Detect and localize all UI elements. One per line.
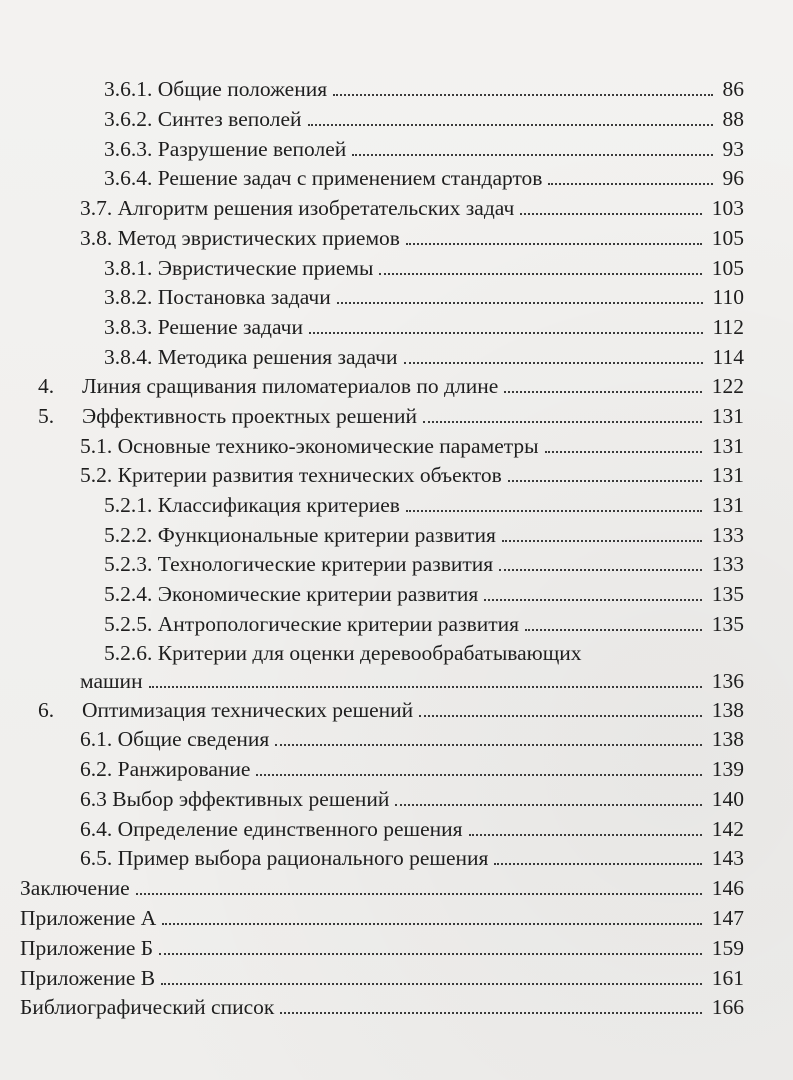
dot-leader	[502, 540, 702, 542]
toc-entry-page: 103	[711, 196, 744, 220]
toc-entry-page: 161	[711, 966, 744, 990]
toc-entry-page: 114	[712, 345, 744, 369]
toc-entry-title-continued: машин	[80, 669, 143, 693]
toc-entry	[80, 221, 744, 251]
dot-leader	[545, 451, 702, 453]
toc-entry	[104, 607, 744, 637]
toc-entry-page: 88	[722, 107, 744, 131]
toc-entry-title: Приложение В	[20, 966, 156, 990]
toc-entry	[38, 399, 744, 429]
dot-leader	[484, 599, 701, 601]
toc-entry	[104, 577, 744, 607]
toc-entry-title: 3.7. Алгоритм решения изобретательских задач	[80, 196, 515, 220]
toc-entry-title: Оптимизация технических решений	[82, 698, 414, 722]
toc-entry-title: Приложение Б	[20, 936, 154, 960]
toc-entry-title: Линия сращивания пиломатериалов по длине	[82, 374, 499, 398]
toc-entry	[20, 961, 744, 991]
toc-entry-title: 3.8. Метод эвристических приемов	[80, 226, 400, 250]
dot-leader	[337, 302, 703, 304]
dot-leader	[404, 362, 703, 364]
toc-entry-title: 6.4. Определение единственного решения	[80, 817, 463, 841]
dot-leader	[423, 421, 702, 423]
toc-entry	[80, 429, 744, 459]
toc-entry	[80, 782, 744, 812]
dot-leader	[469, 834, 702, 836]
dot-leader	[525, 629, 702, 631]
toc-entry	[20, 871, 744, 901]
toc-entry-page: 133	[711, 523, 744, 547]
toc-entry	[38, 693, 744, 723]
toc-entry-continuation	[80, 664, 744, 694]
toc-entry	[104, 636, 744, 666]
dot-leader	[499, 569, 702, 571]
toc-entry-page: 135	[711, 612, 744, 636]
toc-entry	[80, 812, 744, 842]
toc-entry-page: 166	[711, 995, 744, 1019]
toc-entry-title: 3.6.2. Синтез веполей	[104, 107, 302, 131]
toc-entry-page: 138	[711, 698, 744, 722]
toc-entry	[104, 547, 744, 577]
toc-entry-title: 5.2.6. Критерии для оценки деревообрабатывающих	[104, 641, 582, 665]
toc-entry	[104, 280, 744, 310]
toc-entry-title: Приложение А	[20, 906, 157, 930]
dot-leader	[520, 213, 701, 215]
dot-leader	[149, 686, 702, 688]
dot-leader	[352, 154, 712, 156]
toc-entry	[20, 931, 744, 961]
toc-chapter-number: 4.	[38, 374, 55, 398]
dot-leader	[419, 715, 702, 717]
toc-entry-title: 5.2.4. Экономические критерии развития	[104, 582, 479, 606]
toc-entry	[104, 310, 744, 340]
toc-entry-page: 133	[711, 552, 744, 576]
toc-entry-page: 159	[711, 936, 744, 960]
toc-entry-page: 139	[711, 757, 744, 781]
dot-leader	[406, 510, 702, 512]
dot-leader	[161, 983, 702, 985]
toc-entry-page: 131	[711, 404, 744, 428]
toc-entry	[104, 102, 744, 132]
toc-entry-title: 6.2. Ранжирование	[80, 757, 251, 781]
toc-entry-title: 3.8.2. Постановка задачи	[104, 285, 331, 309]
dot-leader	[494, 863, 701, 865]
toc-entry-title: Библиографический список	[20, 995, 275, 1019]
toc-entry-page: 143	[711, 846, 744, 870]
dot-leader	[256, 774, 701, 776]
toc-entry-title: 5.2.2. Функциональные критерии развития	[104, 523, 496, 547]
toc-entry	[20, 901, 744, 931]
toc-entry-page: 147	[711, 906, 744, 930]
dot-leader	[395, 804, 701, 806]
toc-entry-title: 5.2. Критерии развития технических объектов	[80, 463, 502, 487]
toc-entry	[104, 518, 744, 548]
toc-entry-page: 138	[711, 727, 744, 751]
toc-entry	[80, 191, 744, 221]
dot-leader	[162, 923, 701, 925]
toc-entry-title: 3.8.3. Решение задачи	[104, 315, 303, 339]
toc-entry-page: 105	[711, 226, 744, 250]
toc-entry-title: 5.1. Основные технико-экономические параметры	[80, 434, 539, 458]
toc-entry-title: 3.6.3. Разрушение веполей	[104, 137, 347, 161]
toc-entry-page: 112	[712, 315, 744, 339]
dot-leader	[379, 273, 701, 275]
toc-entry-page: 96	[722, 166, 744, 190]
toc-entry-title: Эффективность проектных решений	[82, 404, 417, 428]
toc-entry-page: 140	[711, 787, 744, 811]
dot-leader	[275, 744, 701, 746]
dot-leader	[508, 480, 702, 482]
dot-leader	[333, 94, 712, 96]
toc-entry	[104, 340, 744, 370]
toc-entry-page: 86	[722, 77, 744, 101]
toc-entry	[80, 458, 744, 488]
dot-leader	[308, 124, 713, 126]
toc-entry-title: 6.3 Выбор эффективных решений	[80, 787, 390, 811]
toc-entry-page: 146	[711, 876, 744, 900]
toc-entry-title: 5.2.1. Классификация критериев	[104, 493, 400, 517]
dot-leader	[548, 183, 712, 185]
toc-entry-title: 3.6.4. Решение задач с применением стандартов	[104, 166, 543, 190]
dot-leader	[504, 391, 701, 393]
dot-leader	[280, 1012, 701, 1014]
toc-entry-title: 3.8.4. Методика решения задачи	[104, 345, 398, 369]
toc-entry	[104, 488, 744, 518]
toc-entry-page: 122	[711, 374, 744, 398]
dot-leader	[309, 332, 703, 334]
toc-entry-page: 105	[711, 256, 744, 280]
dot-leader	[406, 243, 702, 245]
dot-leader	[159, 953, 702, 955]
toc-entry-title: 5.2.3. Технологические критерии развития	[104, 552, 494, 576]
dot-leader	[136, 893, 702, 895]
toc-chapter-number: 6.	[38, 698, 55, 722]
toc-entry	[80, 722, 744, 752]
toc-entry-title: 6.1. Общие сведения	[80, 727, 270, 751]
toc-entry-page: 135	[711, 582, 744, 606]
toc-entry-title: 6.5. Пример выбора рационального решения	[80, 846, 489, 870]
toc-entry-title: Заключение	[20, 876, 130, 900]
toc-entry-page: 131	[711, 493, 744, 517]
toc-entry-page: 131	[711, 434, 744, 458]
toc-entry-title: 3.6.1. Общие положения	[104, 77, 328, 101]
toc-entry	[20, 990, 744, 1020]
toc-entry	[104, 251, 744, 281]
toc-chapter-number: 5.	[38, 404, 55, 428]
toc-entry	[80, 752, 744, 782]
toc-entry-title: 5.2.5. Антропологические критерии развития	[104, 612, 520, 636]
toc-entry	[104, 72, 744, 102]
toc-entry-title: 3.8.1. Эвристические приемы	[104, 256, 374, 280]
toc-entry-page: 110	[712, 285, 744, 309]
toc-entry-page: 93	[722, 137, 744, 161]
toc-entry-page: 131	[711, 463, 744, 487]
toc-entry-page: 142	[711, 817, 744, 841]
toc-entry	[104, 161, 744, 191]
toc-entry	[104, 132, 744, 162]
toc-entry	[38, 369, 744, 399]
toc-entry-page: 136	[711, 669, 744, 693]
toc-entry	[80, 841, 744, 871]
